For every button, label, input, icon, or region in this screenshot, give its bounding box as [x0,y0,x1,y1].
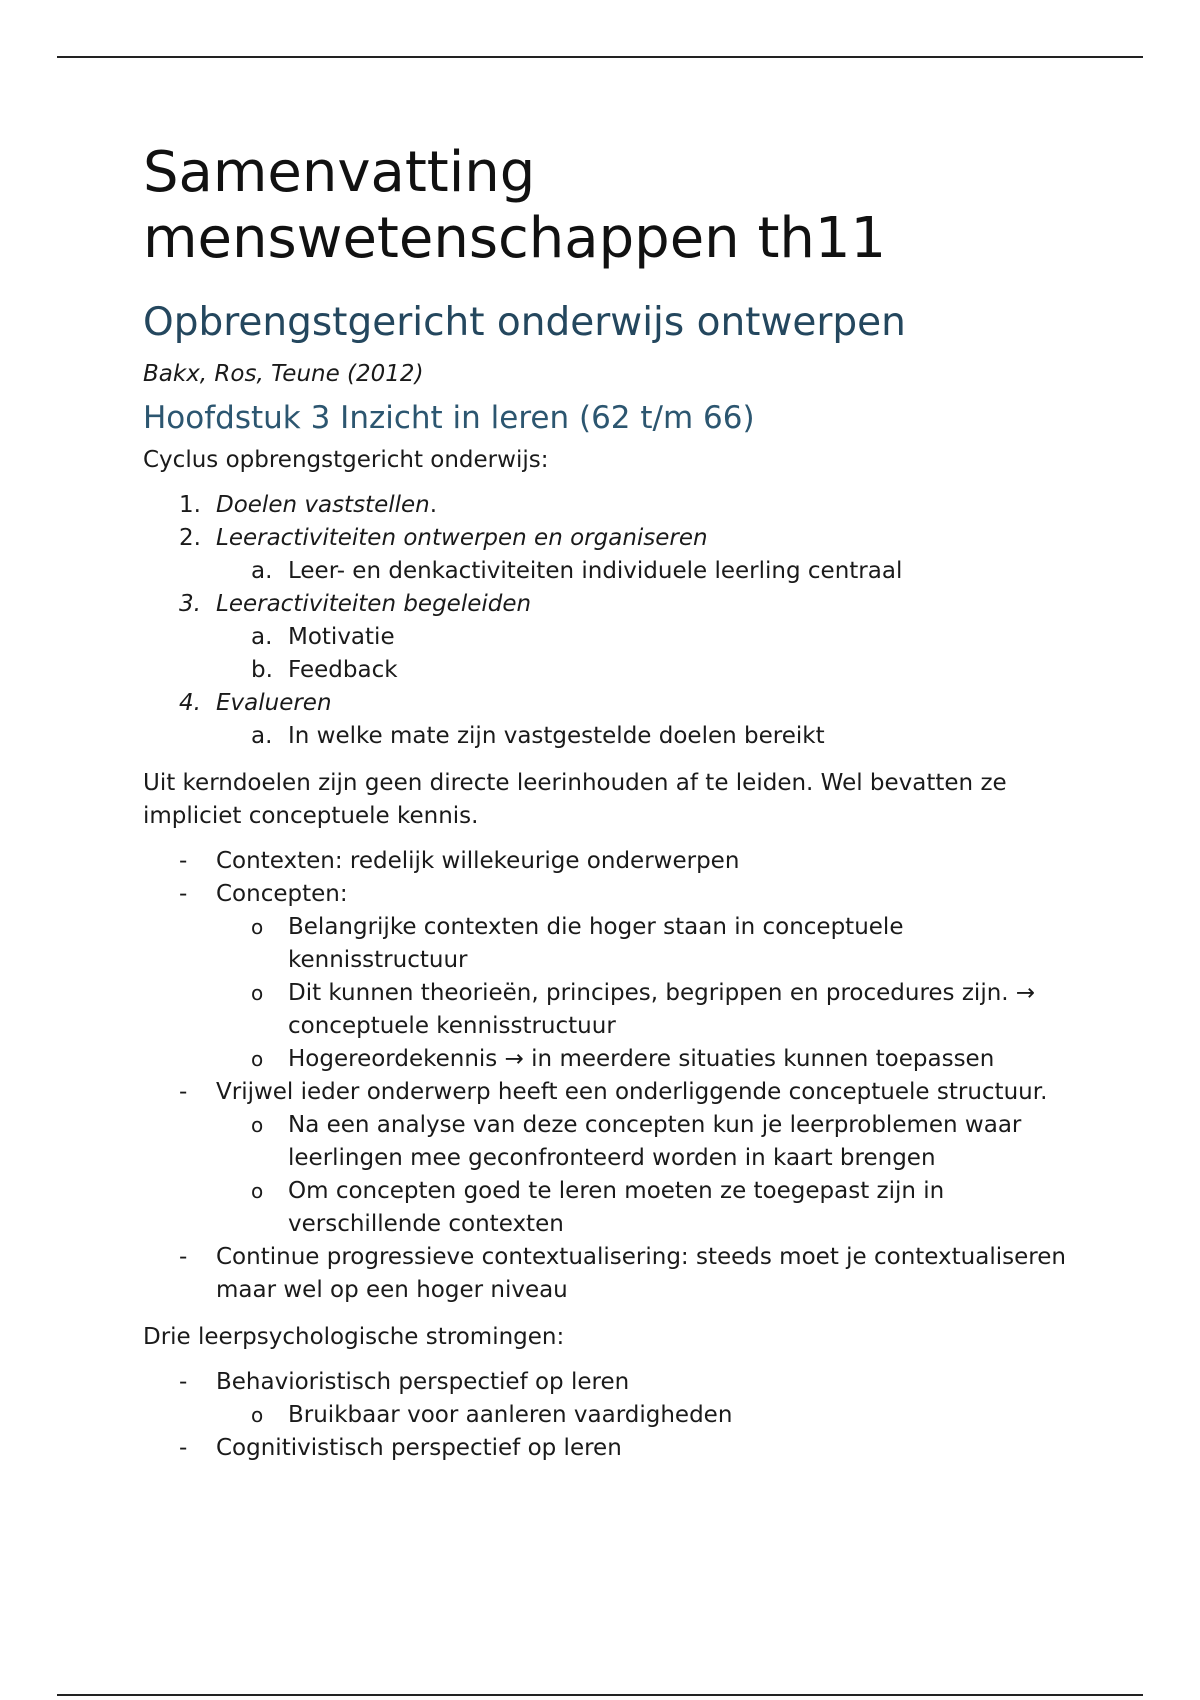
sub-list-item: o Hogereordekennis → in meerdere situaties kunnen toepassen [251,1046,995,1072]
sub-list-item: a. In welke mate zijn vastgestelde doelen bereikt [251,723,825,749]
streams-list [143,1366,1083,1465]
bottom-rule [57,1694,1143,1696]
sub-list-item: o Dit kunnen theorieën, principes, begrippen en procedures zijn. → conceptuele kennisstructuur [251,980,1036,1039]
list-item: 1. Doelen vaststellen. [179,492,438,518]
list-item: - Continue progressieve contextualisering: steeds moet je contextualiseren maar wel op een hoger niveau [179,1244,1066,1303]
chapter-heading: Hoofdstuk 3 Inzicht in leren (62 t/m 66) [143,400,755,436]
kern-paragraph: Uit kerndoelen zijn geen directe leerinhouden af te leiden. Wel bevatten ze impliciet conceptuele kennis. [143,770,1007,829]
list-item: - Concepten: [179,881,348,907]
list-item: - Contexten: redelijk willekeurige onderwerpen [179,848,740,874]
top-rule [57,56,1143,58]
document-page [143,140,1083,1465]
kern-list [143,845,1083,1307]
list-item: - Vrijwel ieder onderwerp heeft een onderliggende conceptuele structuur. [179,1079,1048,1105]
sub-list-item: a. Motivatie [251,624,395,650]
sub-list-item: a. Leer- en denkactiviteiten individuele leerling centraal [251,558,903,584]
author-line: Bakx, Ros, Teune (2012) [143,361,424,387]
sub-list-item: o Bruikbaar voor aanleren vaardigheden [251,1402,733,1428]
sub-list-item: o Om concepten goed te leren moeten ze toegepast zijn in verschillende contexten [251,1178,945,1237]
cycle-list [143,489,1083,753]
cycle-intro: Cyclus opbrengstgericht onderwijs: [143,447,549,473]
document-title: Samenvatting menswetenschappen th11 [143,140,887,271]
list-item: - Cognitivistisch perspectief op leren [179,1435,622,1461]
sub-list-item: o Belangrijke contexten die hoger staan in conceptuele kennisstructuur [251,914,904,973]
sub-list-item: o Na een analyse van deze concepten kun je leerproblemen waar leerlingen mee geconfronteerd worden in kaart brengen [251,1112,1022,1171]
streams-intro: Drie leerpsychologische stromingen: [143,1324,565,1350]
list-item: - Behavioristisch perspectief op leren [179,1369,630,1395]
list-item: 3. Leeractiviteiten begeleiden [179,591,532,617]
list-item: 2. Leeractiviteiten ontwerpen en organiseren [179,525,708,551]
list-item: 4. Evalueren [179,690,332,716]
section-heading: Opbrengstgericht onderwijs ontwerpen [143,300,906,345]
sub-list-item: b. Feedback [251,657,398,683]
